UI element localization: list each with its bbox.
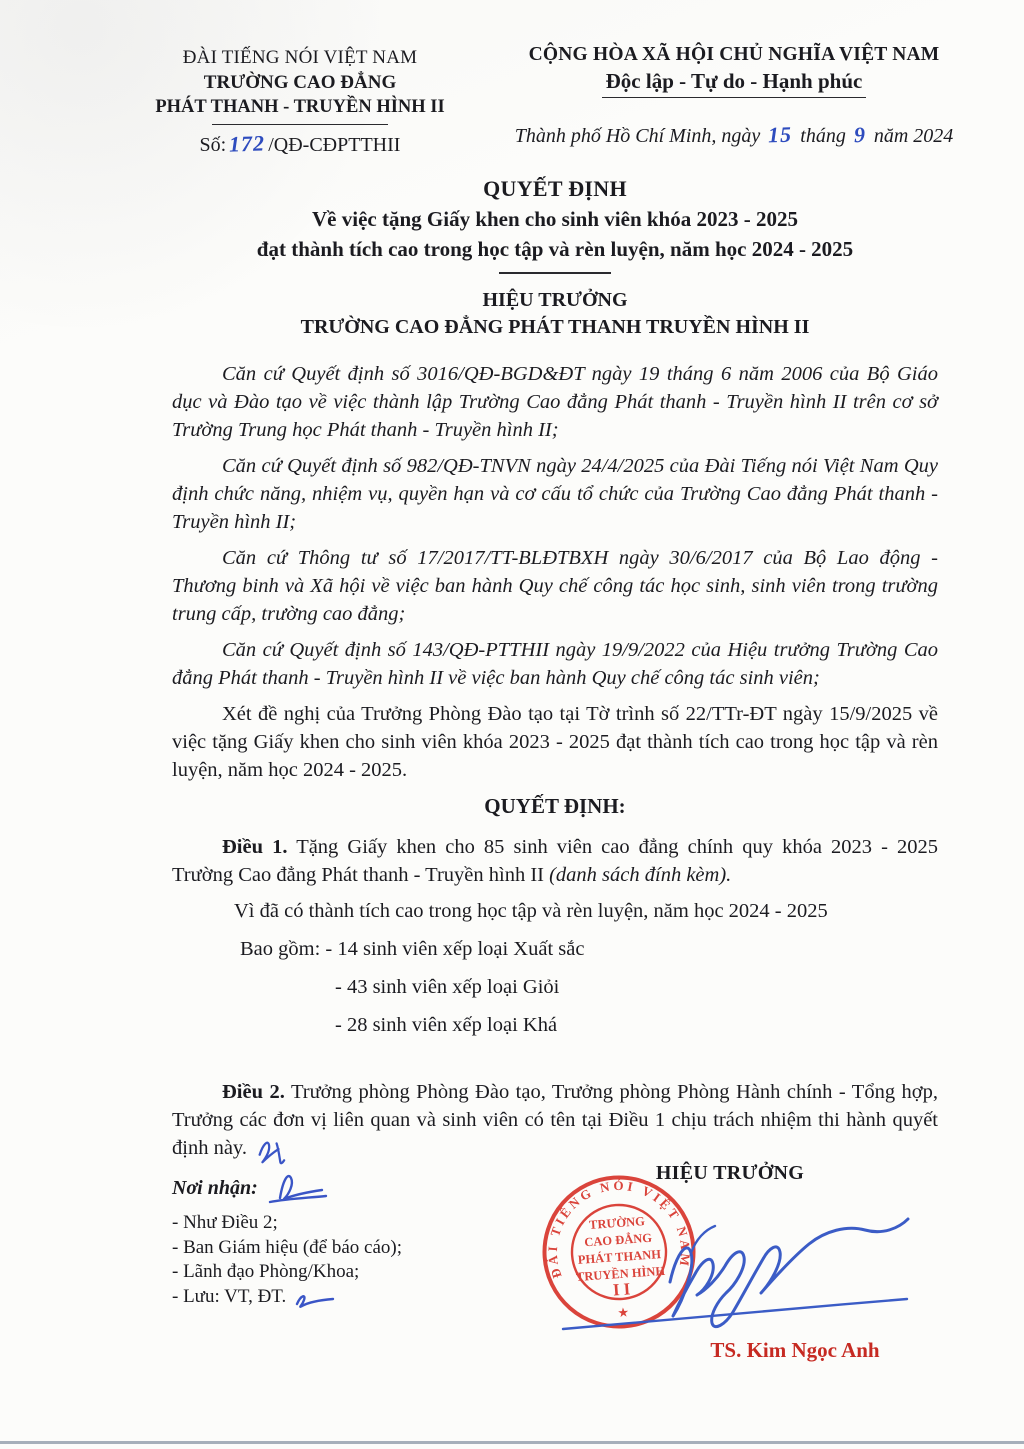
signer-title: HIỆU TRƯỞNG — [655, 1162, 805, 1184]
date-suffix: năm 2024 — [873, 125, 954, 147]
stamp-center-line-2: CAO ĐẲNG — [583, 1230, 653, 1250]
initial-ink-mark — [248, 1134, 292, 1166]
recipients-label — [172, 1168, 402, 1208]
national-header-block — [498, 44, 970, 148]
include-item-1: - 14 sinh viên xếp loại Xuất sắc — [325, 938, 585, 960]
org-underline — [212, 124, 388, 125]
recipient-item-2: - Ban Giám hiệu (để báo cáo); — [172, 1236, 403, 1258]
national-motto: Độc lập - Tự do - Hạnh phúc — [602, 69, 867, 98]
document-number-line — [126, 131, 474, 158]
day-handwritten: 15 — [767, 121, 793, 148]
stamp-center-line-3: PHÁT THANH — [577, 1247, 662, 1267]
article-2-text: Trưởng phòng Phòng Đào tạo, Trưởng phòng Phòng Hành chính - Tổng hợp, Trưởng các đơn vị liên quan và sinh viên có tên tại Điều 1 chịu trách nhiệm thi hành quyết định này. — [172, 1081, 938, 1159]
article-1-reason: Vì đã có thành tích cao trong học tập và rèn luyện, năm học 2024 - 2025 — [234, 900, 828, 922]
date-mid: tháng — [800, 125, 846, 147]
article-1 — [172, 833, 938, 889]
document-body — [172, 360, 938, 1049]
recipient-item-1: - Như Điều 2; — [172, 1212, 278, 1233]
place-date-line — [498, 122, 970, 148]
stamp-center-line-1: TRƯỜNG — [588, 1214, 646, 1232]
include-label: Bao gồm: — [240, 938, 321, 960]
org-parent-name: ĐÀI TIẾNG NÓI VIỆT NAM — [182, 47, 418, 68]
issuing-org-block — [126, 46, 474, 158]
document-number-suffix: /QĐ-CĐPTTHII — [268, 133, 401, 156]
title-block — [172, 176, 938, 339]
issuing-authority-title: HIỆU TRƯỞNG — [482, 289, 628, 311]
title-divider — [499, 272, 611, 274]
article-2 — [172, 1078, 938, 1166]
recipients-label-text: Nơi nhận: — [172, 1177, 258, 1199]
article-1-label: Điều 1. — [222, 836, 288, 858]
preamble-paragraph-3: Căn cứ Thông tư số 17/2017/TT-BLĐTBXH ngày 30/6/2017 của Bộ Lao động - Thương binh và Xã hội về việc ban hành Quy chế công tác học sinh, sinh viên trong trường trung cấp, trường cao đẳng; — [172, 547, 938, 625]
approval-ink-mark — [266, 1168, 330, 1208]
recipient-item-3: - Lãnh đạo Phòng/Khoa; — [172, 1261, 360, 1282]
document-subtitle-2: đạt thành tích cao trong học tập và rèn luyện, năm học 2024 - 2025 — [256, 237, 854, 261]
article-1-note: (danh sách đính kèm). — [549, 864, 732, 886]
date-prefix: Thành phố Hồ Chí Minh, ngày — [514, 125, 761, 147]
recipients-block — [172, 1168, 402, 1314]
org-name-line1: TRƯỜNG CAO ĐẲNG — [203, 72, 397, 94]
recipient-item-4-text: - Lưu: VT, ĐT. — [172, 1285, 287, 1307]
issuing-authority-org: TRƯỜNG CAO ĐẲNG PHÁT THANH TRUYỀN HÌNH II — [300, 316, 810, 338]
stamp-star-icon: ★ — [616, 1304, 630, 1321]
include-item-2: - 43 sinh viên xếp loại Giỏi — [335, 976, 560, 998]
scan-edge-line — [0, 1441, 1024, 1444]
signature-ink — [545, 1182, 925, 1342]
preamble-paragraph-2: Căn cứ Quyết định số 982/QĐ-TNVN ngày 24/4/2025 của Đài Tiếng nói Việt Nam Quy định chức năng, nhiệm vụ, quyền hạn và cơ cấu tổ chức của Trường Cao đẳng Phát thanh - Truyền hình II; — [172, 455, 938, 533]
preamble-paragraph-1: Căn cứ Quyết định số 3016/QĐ-BGD&ĐT ngày 19 tháng 6 năm 2006 của Bộ Giáo dục và Đào tạo về việc thành lập Trường Cao đẳng Phát thanh - Truyền hình II trên cơ sở Trường Trung học Phát thanh - Truyền hình II; — [172, 363, 938, 441]
article-1-text: Tặng Giấy khen cho 85 sinh viên cao đẳng chính quy khóa 2023 - 2025 Trường Cao đẳng Phát thanh - Truyền hình II — [172, 836, 939, 886]
document-number-handwritten: 172 — [228, 130, 266, 157]
document-body-article-2 — [172, 1078, 938, 1174]
preamble-paragraph-4: Căn cứ Quyết định số 143/QĐ-PTTHII ngày 19/9/2022 của Hiệu trưởng Trường Cao đẳng Phát thanh - Truyền hình II về việc ban hành Quy chế công tác sinh viên; — [172, 639, 938, 689]
document-subtitle-1: Về việc tặng Giấy khen cho sinh viên khóa 2023 - 2025 — [312, 207, 798, 231]
include-item-3: - 28 sinh viên xếp loại Khá — [335, 1014, 558, 1036]
month-handwritten: 9 — [853, 121, 867, 148]
stamp-center-line-5: II — [612, 1279, 635, 1300]
org-name-line2: PHÁT THANH - TRUYỀN HÌNH II — [155, 97, 445, 118]
document-number-prefix: Số: — [199, 133, 227, 156]
national-motto-wrap — [498, 69, 970, 98]
proposal-paragraph: Xét đề nghị của Trưởng Phòng Đào tạo tại Tờ trình số 22/TTr-ĐT ngày 15/9/2025 về việc tặng Giấy khen cho sinh viên khóa 2023 - 2025 đạt thành tích cao trong học tập và rèn luyện, năm học 2024 - 2025. — [172, 703, 938, 781]
stamp-center-line-4: TRUYỀN HÌNH — [575, 1263, 666, 1285]
national-name: CỘNG HÒA XÃ HỘI CHỦ NGHĨA VIỆT NAM — [528, 44, 940, 65]
signer-name: TS. Kim Ngọc Anh — [710, 1338, 880, 1362]
recipient-item-4 — [172, 1285, 402, 1314]
decision-heading: QUYẾT ĐỊNH: — [484, 794, 626, 818]
stamp-ring-text: ĐÀI TIẾNG NÓI VIỆT NAM — [544, 1177, 694, 1281]
article-2-label: Điều 2. — [222, 1081, 285, 1103]
article-1-include-line — [172, 935, 938, 963]
archive-ink-mark — [287, 1288, 339, 1314]
document-type-heading: QUYẾT ĐỊNH — [483, 176, 627, 201]
